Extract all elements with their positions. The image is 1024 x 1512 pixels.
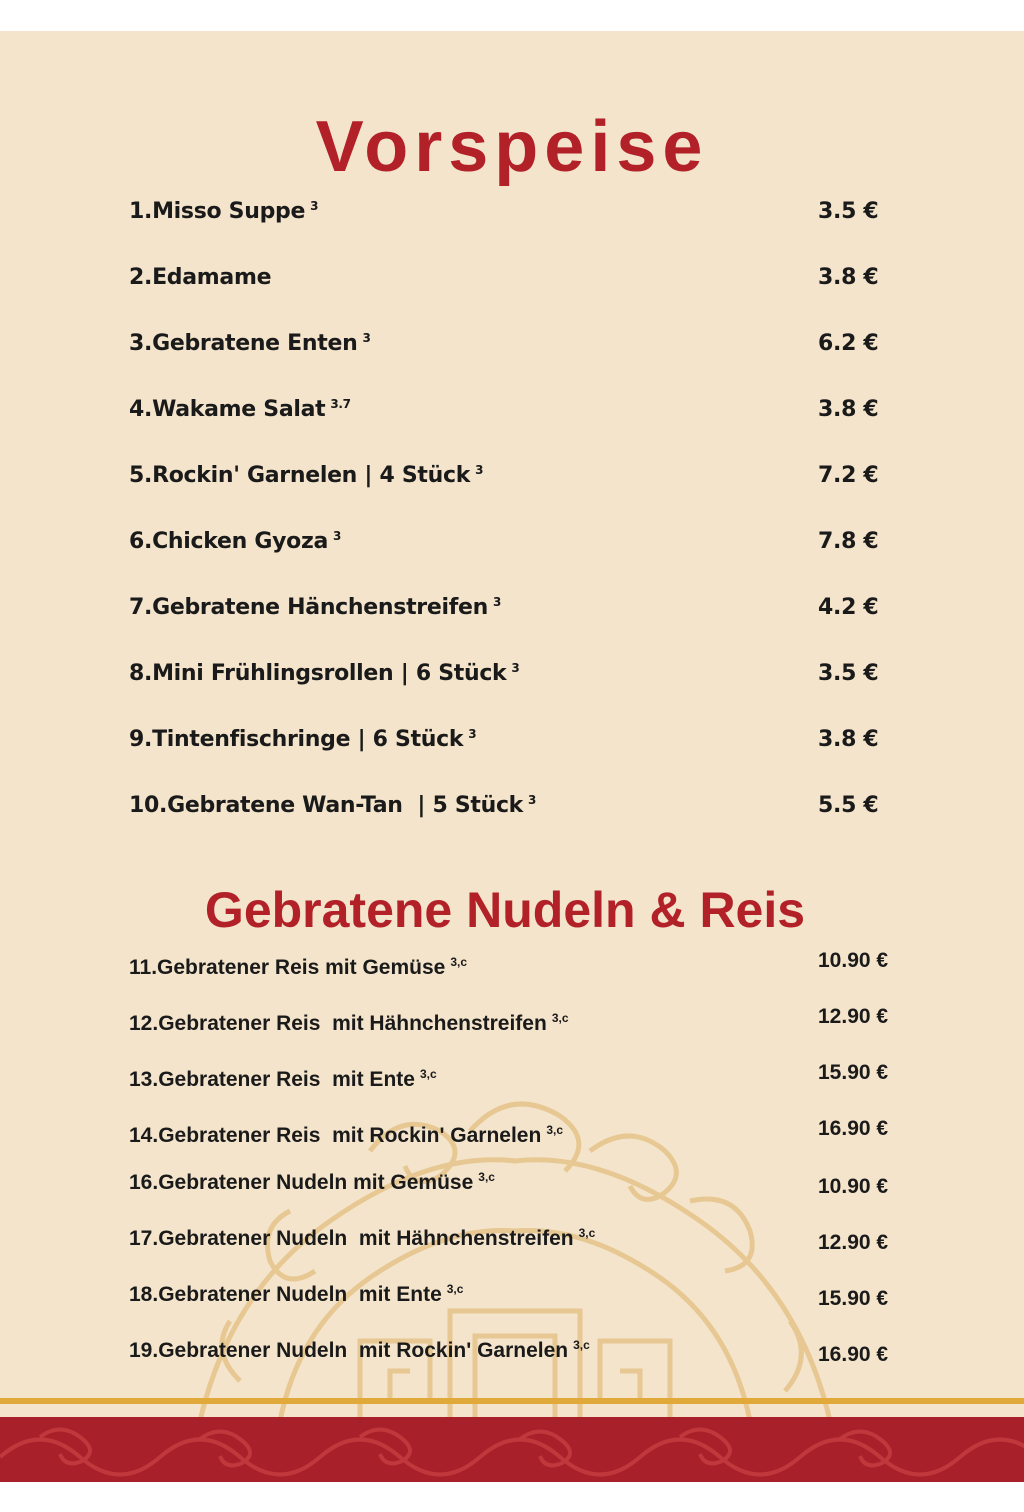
menu-item-title: 10.Gebratene Wan-Tan | 5 Stück: [129, 793, 524, 818]
menu-item-name: [129, 1170, 495, 1195]
menu-item-price: 7.8 €: [818, 529, 879, 554]
menu-item: [0, 793, 1024, 827]
menu-item: [0, 1282, 1024, 1316]
menu-item-name: [129, 661, 519, 686]
menu-item-price: 6.2 €: [818, 331, 879, 356]
menu-item-price: 4.2 €: [818, 595, 879, 620]
menu-item-name: [129, 331, 371, 356]
menu-item-title: 18.Gebratener Nudeln mit Ente: [129, 1283, 442, 1306]
menu-item-price: 12.90 €: [818, 1005, 889, 1028]
allergen-code: 3,c: [546, 1123, 563, 1137]
menu-item-title: 16.Gebratener Nudeln mit Gemüse: [129, 1171, 474, 1194]
section-title-vorspeise: Vorspeise: [315, 107, 709, 187]
allergen-code: 3: [468, 727, 477, 741]
allergen-code: 3: [511, 661, 520, 675]
menu-item-name: [129, 1123, 563, 1148]
menu-item: [0, 949, 1024, 989]
menu-item-name: [129, 529, 341, 554]
allergen-code: 3: [333, 529, 342, 543]
menu-item-name: [129, 793, 536, 818]
menu-item-price: 12.90 €: [818, 1231, 889, 1254]
menu-item-price: 3.5 €: [818, 199, 879, 224]
allergen-code: 3: [362, 331, 371, 345]
menu-item-price: 10.90 €: [818, 949, 889, 972]
menu-item-name: [129, 265, 276, 290]
menu-item: [0, 199, 1024, 233]
menu-item-title: 19.Gebratener Nudeln mit Rockin' Garnelen: [129, 1339, 569, 1362]
menu-item-price: 16.90 €: [818, 1343, 889, 1366]
allergen-code: 3: [528, 793, 537, 807]
allergen-code: 3: [475, 463, 484, 477]
menu-item-name: [129, 1338, 590, 1363]
menu-item-price: 7.2 €: [818, 463, 879, 488]
menu-item-name: [129, 463, 483, 488]
menu-item: [0, 331, 1024, 365]
menu-item-name: [129, 199, 318, 224]
menu-item-price: 15.90 €: [818, 1287, 889, 1310]
menu-item-title: 2.Edamame: [129, 265, 272, 290]
menu-item-title: 11.Gebratener Reis mit Gemüse: [129, 956, 446, 979]
allergen-code: 3: [492, 595, 502, 609]
menu-item: [0, 661, 1024, 695]
menu-item: [0, 1005, 1024, 1045]
footer-pattern: [0, 1417, 1024, 1482]
menu-item-title: 12.Gebratener Reis mit Hähnchenstreifen: [129, 1012, 547, 1035]
menu-item-name: [129, 397, 351, 422]
allergen-code: 3,c: [446, 1282, 464, 1296]
menu-page: [0, 31, 1024, 1482]
menu-item-name: [129, 1282, 463, 1307]
menu-item-price: 10.90 €: [818, 1175, 889, 1198]
menu-item-name: [129, 1067, 437, 1092]
menu-item-name: [129, 1011, 569, 1036]
allergen-code: 3.7: [330, 397, 351, 411]
gold-divider: [0, 1398, 1024, 1404]
allergen-code: 3,c: [551, 1011, 569, 1025]
decorative-footer-band: [0, 1417, 1024, 1482]
allergen-code: 3: [310, 199, 319, 213]
menu-item: [0, 1061, 1024, 1101]
menu-item-title: 1.Misso Suppe: [129, 199, 306, 224]
menu-item-name: [129, 1226, 595, 1251]
menu-item-title: 7.Gebratene Hänchenstreifen: [129, 595, 488, 620]
menu-item-title: 9.Tintenfischringe | 6 Stück: [129, 727, 464, 752]
allergen-code: 3,c: [450, 955, 467, 969]
menu-item-title: 3.Gebratene Enten: [129, 331, 358, 356]
menu-item: [0, 1226, 1024, 1260]
menu-item: [0, 595, 1024, 629]
section-title-nudeln-reis: Gebratene Nudeln & Reis: [204, 882, 806, 938]
menu-item-title: 5.Rockin' Garnelen | 4 Stück: [129, 463, 471, 488]
allergen-code: 3,c: [578, 1226, 596, 1240]
menu-item-price: 3.5 €: [818, 661, 879, 686]
menu-item: [0, 529, 1024, 563]
menu-item-title: 6.Chicken Gyoza: [129, 529, 329, 554]
menu-item-price: 3.8 €: [818, 265, 879, 290]
menu-item-title: 17.Gebratener Nudeln mit Hähnchenstreifen: [129, 1227, 574, 1250]
menu-item-price: 15.90 €: [818, 1061, 889, 1084]
menu-item-name: [129, 595, 501, 620]
menu-item-name: [129, 727, 476, 752]
menu-item-title: 13.Gebratener Reis mit Ente: [129, 1068, 415, 1091]
menu-item-title: 8.Mini Frühlingsrollen | 6 Stück: [129, 661, 507, 686]
menu-item-title: 4.Wakame Salat: [129, 397, 326, 422]
menu-item-price: 5.5 €: [818, 793, 879, 818]
allergen-code: 3,c: [478, 1170, 495, 1184]
menu-item-price: 3.8 €: [818, 727, 879, 752]
menu-item: [0, 1338, 1024, 1372]
allergen-code: 3,c: [573, 1338, 590, 1352]
menu-item: [0, 265, 1024, 299]
menu-item-title: 14.Gebratener Reis mit Rockin' Garnelen: [129, 1124, 542, 1147]
menu-item: [0, 397, 1024, 431]
menu-item: [0, 1117, 1024, 1157]
allergen-code: 3,c: [419, 1067, 437, 1081]
menu-item-price: 3.8 €: [818, 397, 879, 422]
menu-item: [0, 727, 1024, 761]
menu-item-price: 16.90 €: [818, 1117, 889, 1140]
menu-item: [0, 463, 1024, 497]
menu-item: [0, 1170, 1024, 1204]
menu-item-name: [129, 955, 467, 980]
